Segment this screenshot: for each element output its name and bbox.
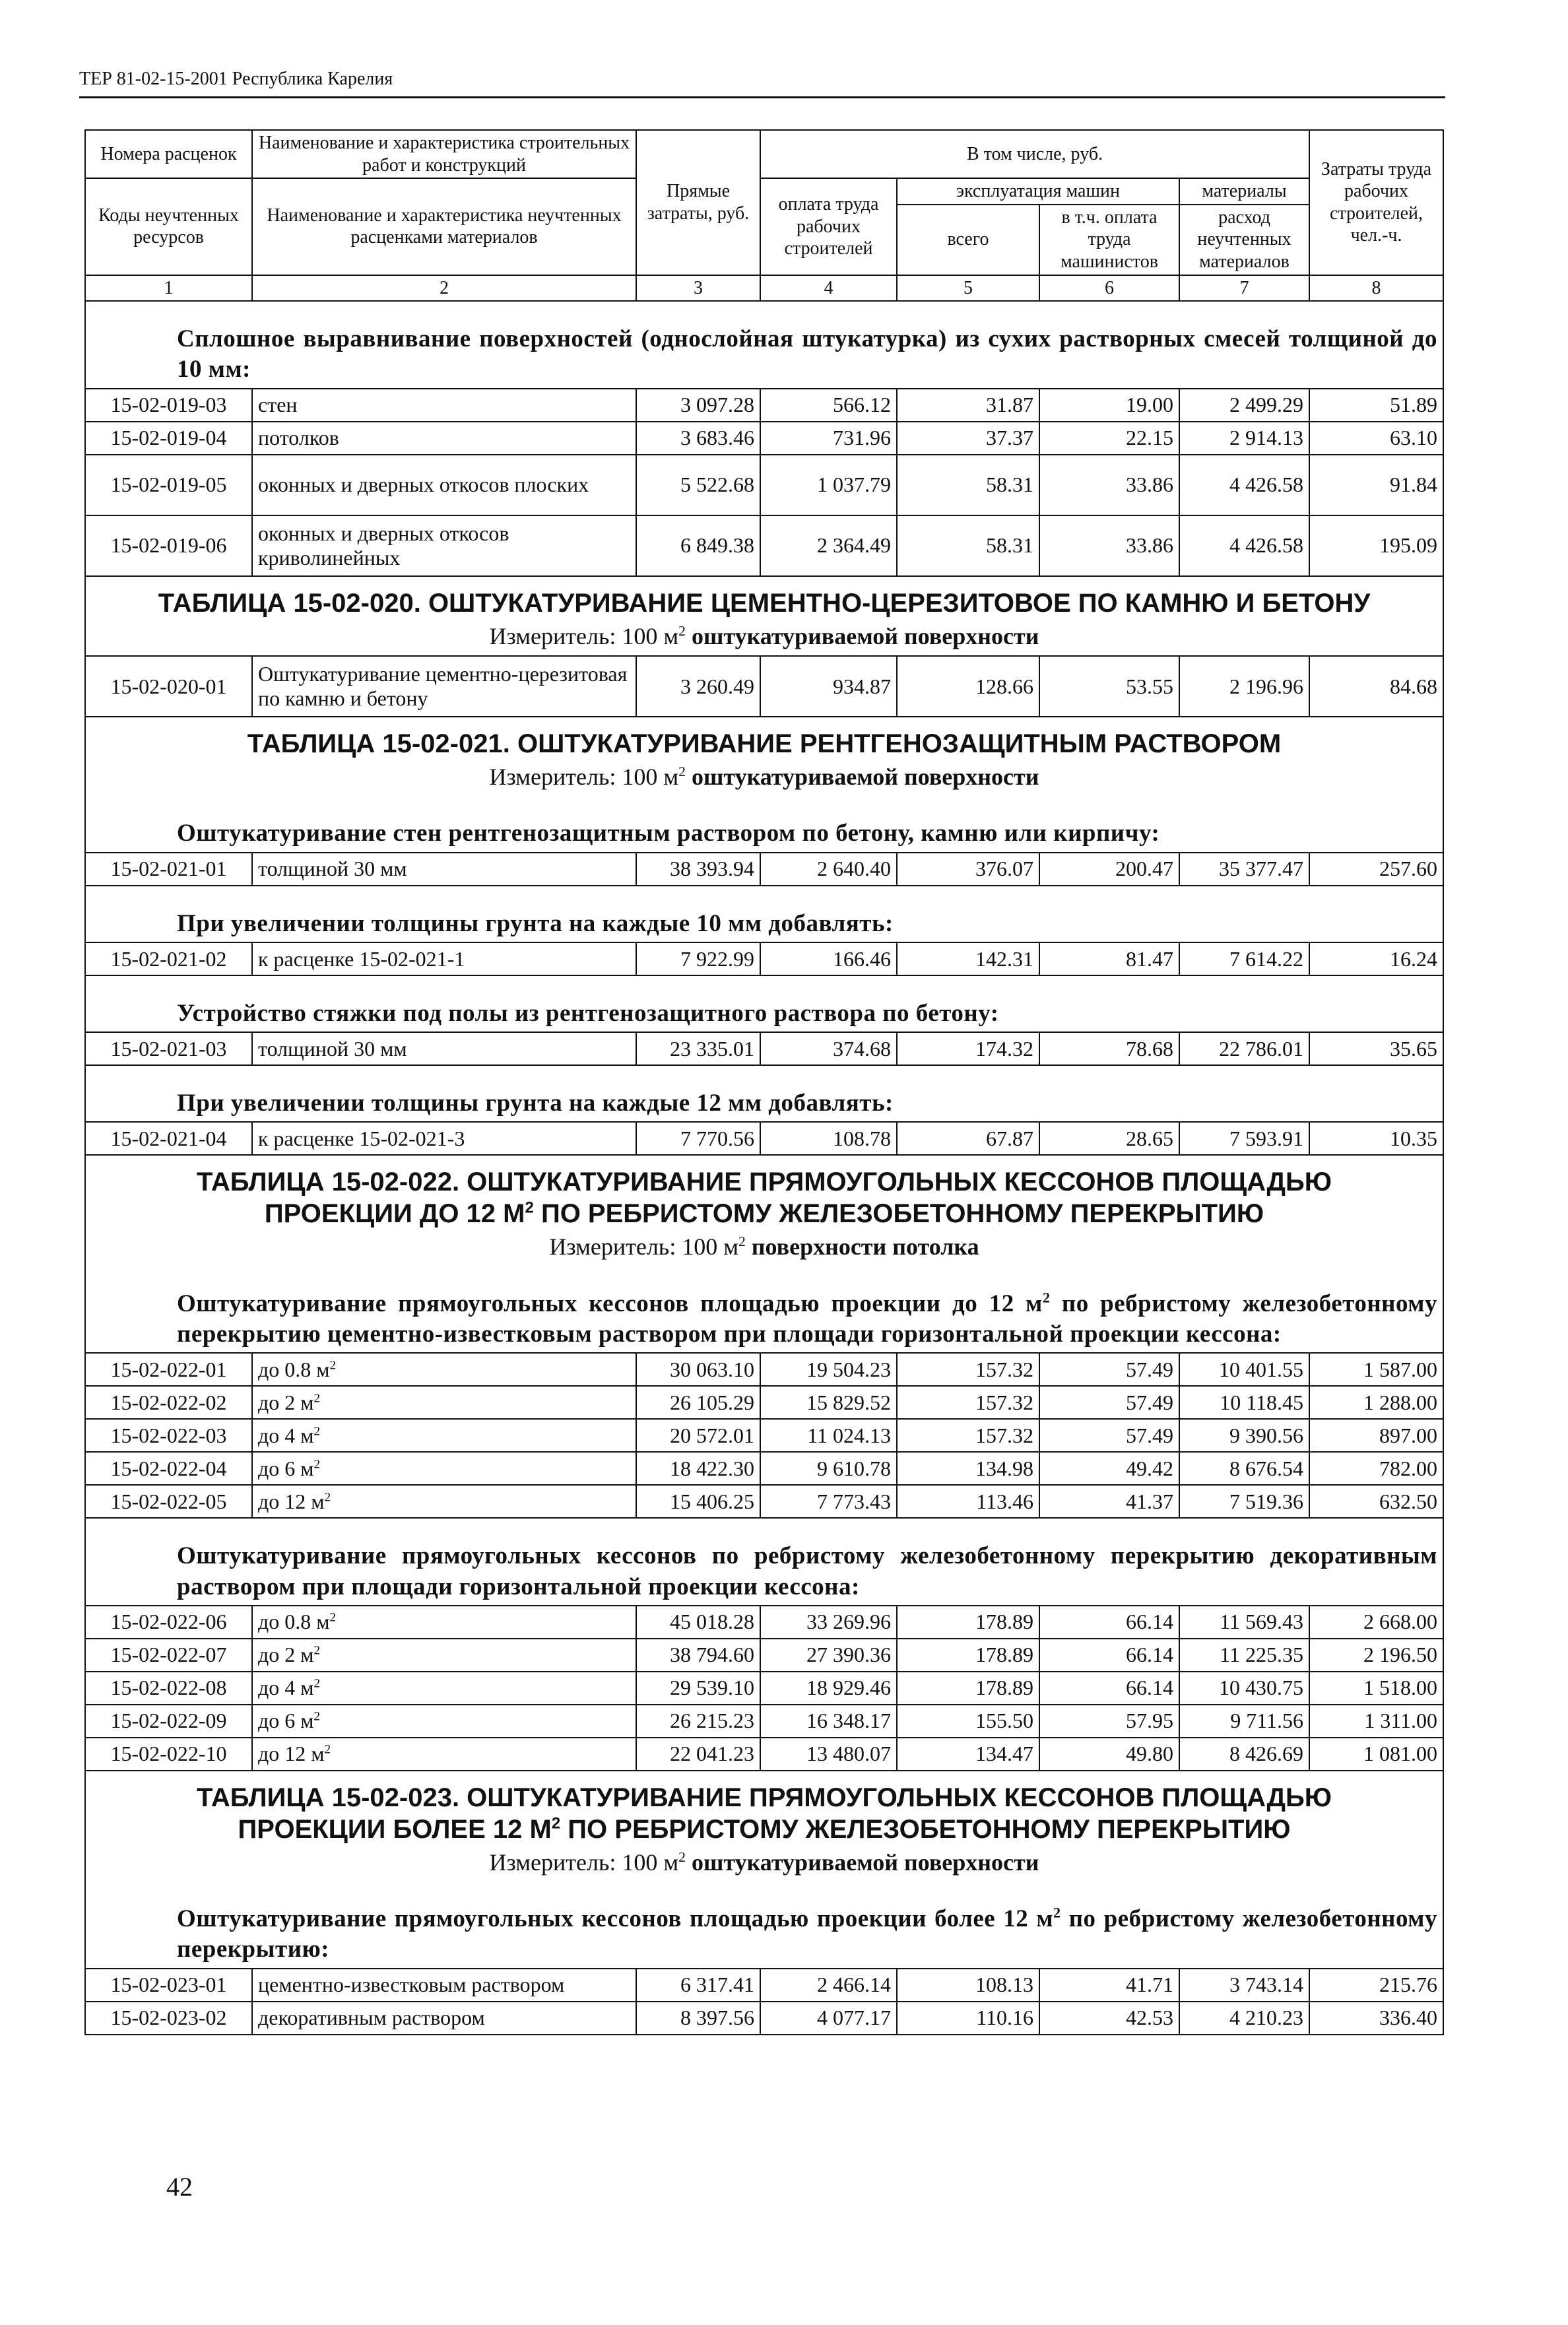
machines-total: 178.89	[897, 1639, 1039, 1672]
section-sup: 2	[1053, 1904, 1061, 1921]
table-row	[85, 942, 1443, 975]
machines-wages: 200.47	[1039, 853, 1179, 886]
direct-costs: 45 018.28	[636, 1606, 760, 1639]
direct-costs: 6 849.38	[636, 515, 760, 576]
labor: 10.35	[1309, 1122, 1443, 1155]
materials: 10 401.55	[1179, 1353, 1309, 1386]
wages: 4 077.17	[760, 2002, 897, 2035]
table-title-020: ТАБЛИЦА 15-02-020. ОШТУКАТУРИВАНИЕ ЦЕМЕНТНО-ЦЕРЕЗИТОВОЕ ПО КАМНЮ И БЕТОНУ	[85, 576, 1443, 619]
rate-name-text: до 0.8 м	[258, 1610, 330, 1634]
rate-name: толщиной 30 мм	[252, 853, 636, 886]
rate-name: оконных и дверных откосов плоских	[252, 455, 636, 515]
table-row	[85, 1032, 1443, 1065]
table-row	[85, 515, 1443, 576]
labor: 91.84	[1309, 455, 1443, 515]
rate-code: 15-02-019-03	[85, 389, 252, 422]
direct-costs: 5 522.68	[636, 455, 760, 515]
rate-code: 15-02-022-02	[85, 1386, 252, 1419]
machines-wages: 57.49	[1039, 1419, 1179, 1452]
machines-wages: 57.49	[1039, 1353, 1179, 1386]
labor: 336.40	[1309, 2002, 1443, 2035]
col-number: 4	[760, 275, 897, 302]
rate-code: 15-02-022-10	[85, 1738, 252, 1771]
machines-total: 376.07	[897, 853, 1039, 886]
materials: 4 426.58	[1179, 455, 1309, 515]
labor: 215.76	[1309, 1969, 1443, 2002]
labor: 632.50	[1309, 1485, 1443, 1518]
machines-total: 58.31	[897, 515, 1039, 576]
materials: 35 377.47	[1179, 853, 1309, 886]
header-materials-sub: расход неучтенных материалов	[1179, 205, 1309, 275]
rate-name: толщиной 30 мм	[252, 1032, 636, 1065]
direct-costs: 38 393.94	[636, 853, 760, 886]
measure-021	[85, 760, 1443, 796]
title-sup: 2	[551, 1814, 561, 1833]
machines-wages: 33.86	[1039, 455, 1179, 515]
col-number: 2	[252, 275, 636, 302]
direct-costs: 20 572.01	[636, 1419, 760, 1452]
measure-rest: оштукатуриваемой поверхности	[685, 1849, 1039, 1876]
header-labor: Затраты труда рабочих строителей, чел.-ч.	[1309, 130, 1443, 275]
rate-code: 15-02-022-04	[85, 1452, 252, 1485]
col-number: 7	[1179, 275, 1309, 302]
materials: 2 499.29	[1179, 389, 1309, 422]
rate-code: 15-02-023-02	[85, 2002, 252, 2035]
rate-name	[252, 1419, 636, 1452]
header-wages: оплата труда рабочих строителей	[760, 178, 897, 275]
measure-rest: оштукатуриваемой поверхности	[685, 622, 1039, 649]
measure-023	[85, 1845, 1443, 1882]
labor: 897.00	[1309, 1419, 1443, 1452]
measure-sup: 2	[678, 1849, 686, 1865]
machines-wages: 57.49	[1039, 1386, 1179, 1419]
measure-rest: оштукатуриваемой поверхности	[685, 764, 1039, 791]
header-col1-top: Номера расценок	[85, 130, 252, 178]
table-row	[85, 656, 1443, 717]
section-text: Оштукатуривание прямоугольных кессонов площадью проекции до 12 м	[177, 1290, 1043, 1317]
title-main: ТАБЛИЦА 15-02-022. ОШТУКАТУРИВАНИЕ ПРЯМОУГОЛЬНЫХ КЕССОНОВ ПЛОЩАДЬЮ ПРОЕКЦИИ ДО 12 М	[196, 1167, 1332, 1229]
materials: 9 390.56	[1179, 1419, 1309, 1452]
table-row	[85, 455, 1443, 515]
rate-name-text: до 2 м	[258, 1643, 314, 1667]
machines-total: 37.37	[897, 422, 1039, 455]
rate-name-text: до 6 м	[258, 1456, 314, 1480]
title-rest: ПО РЕБРИСТОМУ ЖЕЛЕЗОБЕТОННОМУ ПЕРЕКРЫТИЮ	[533, 1199, 1264, 1229]
materials: 11 225.35	[1179, 1639, 1309, 1672]
measure-020	[85, 619, 1443, 656]
materials: 7 519.36	[1179, 1485, 1309, 1518]
labor: 16.24	[1309, 942, 1443, 975]
labor: 35.65	[1309, 1032, 1443, 1065]
section-text: по ребристому железобетонному перекрытию цементно-известковым раствором при площади горизонтальной проекции кессона:	[177, 1290, 1438, 1348]
rate-name-text: до 0.8 м	[258, 1357, 330, 1381]
materials: 10 430.75	[1179, 1672, 1309, 1705]
rate-name: цементно-известковым раствором	[252, 1969, 636, 2002]
materials: 3 743.14	[1179, 1969, 1309, 2002]
header-col1-bottom: Коды неучтенных ресурсов	[85, 178, 252, 275]
rate-code: 15-02-019-05	[85, 455, 252, 515]
machines-total: 142.31	[897, 942, 1039, 975]
machines-total: 178.89	[897, 1672, 1039, 1705]
direct-costs: 7 922.99	[636, 942, 760, 975]
materials: 11 569.43	[1179, 1606, 1309, 1639]
materials: 8 676.54	[1179, 1452, 1309, 1485]
section-sup: 2	[1042, 1289, 1051, 1306]
machines-total: 108.13	[897, 1969, 1039, 2002]
direct-costs: 29 539.10	[636, 1672, 760, 1705]
materials: 22 786.01	[1179, 1032, 1309, 1065]
machines-total: 157.32	[897, 1419, 1039, 1452]
rate-code: 15-02-019-04	[85, 422, 252, 455]
section-text: Оштукатуривание прямоугольных кессонов площадью проекции более 12 м	[177, 1905, 1054, 1933]
direct-costs: 7 770.56	[636, 1122, 760, 1155]
wages: 1 037.79	[760, 455, 897, 515]
labor: 1 288.00	[1309, 1386, 1443, 1419]
unit-sup: 2	[329, 1610, 337, 1625]
direct-costs: 22 041.23	[636, 1738, 760, 1771]
section-title-021-4: При увеличении толщины грунта на каждые 12 мм добавлять:	[85, 1065, 1443, 1122]
direct-costs: 18 422.30	[636, 1452, 760, 1485]
rate-name: к расценке 15-02-021-3	[252, 1122, 636, 1155]
materials: 10 118.45	[1179, 1386, 1309, 1419]
header-col2-bottom: Наименование и характеристика неучтенных расценками материалов	[252, 178, 636, 275]
direct-costs: 23 335.01	[636, 1032, 760, 1065]
unit-sup: 2	[313, 1424, 321, 1439]
section-title-022-1	[85, 1266, 1443, 1354]
wages: 13 480.07	[760, 1738, 897, 1771]
table-row	[85, 422, 1443, 455]
rate-code: 15-02-022-06	[85, 1606, 252, 1639]
wages: 934.87	[760, 656, 897, 717]
header-machines-wages: в т.ч. оплата труда машинистов	[1039, 205, 1179, 275]
col-number: 8	[1309, 275, 1443, 302]
measure-sup: 2	[678, 764, 686, 780]
machines-total: 174.32	[897, 1032, 1039, 1065]
direct-costs: 38 794.60	[636, 1639, 760, 1672]
measure-prefix: Измеритель: 100 м	[489, 764, 679, 791]
unit-sup: 2	[313, 1457, 321, 1472]
machines-wages: 49.42	[1039, 1452, 1179, 1485]
machines-total: 134.98	[897, 1452, 1039, 1485]
labor: 1 587.00	[1309, 1353, 1443, 1386]
wages: 108.78	[760, 1122, 897, 1155]
machines-wages: 66.14	[1039, 1639, 1179, 1672]
labor: 1 081.00	[1309, 1738, 1443, 1771]
labor: 1 518.00	[1309, 1672, 1443, 1705]
table-row	[85, 1452, 1443, 1485]
rate-name-text: до 6 м	[258, 1709, 314, 1733]
table-title-023	[85, 1771, 1443, 1845]
rate-name-text: до 12 м	[258, 1742, 325, 1766]
col-number: 3	[636, 275, 760, 302]
wages: 7 773.43	[760, 1485, 897, 1518]
machines-total: 67.87	[897, 1122, 1039, 1155]
wages: 566.12	[760, 389, 897, 422]
wages: 166.46	[760, 942, 897, 975]
rate-code: 15-02-023-01	[85, 1969, 252, 2002]
wages: 33 269.96	[760, 1606, 897, 1639]
machines-wages: 28.65	[1039, 1122, 1179, 1155]
table-title-022	[85, 1155, 1443, 1229]
page-header: ТЕР 81-02-15-2001 Республика Карелия	[79, 69, 1445, 98]
direct-costs: 15 406.25	[636, 1485, 760, 1518]
machines-total: 157.32	[897, 1353, 1039, 1386]
labor: 2 668.00	[1309, 1606, 1443, 1639]
table-row	[85, 1353, 1443, 1386]
direct-costs: 6 317.41	[636, 1969, 760, 2002]
rate-code: 15-02-021-02	[85, 942, 252, 975]
col-number: 5	[897, 275, 1039, 302]
labor: 257.60	[1309, 853, 1443, 886]
table-row	[85, 1672, 1443, 1705]
labor: 51.89	[1309, 389, 1443, 422]
machines-total: 157.32	[897, 1386, 1039, 1419]
col-number: 1	[85, 275, 252, 302]
materials: 9 711.56	[1179, 1705, 1309, 1738]
measure-sup: 2	[678, 622, 686, 639]
materials: 7 614.22	[1179, 942, 1309, 975]
wages: 2 640.40	[760, 853, 897, 886]
wages: 19 504.23	[760, 1353, 897, 1386]
section-title-022-2: Оштукатуривание прямоугольных кессонов по ребристому железобетонному перекрытию декоративным раствором при площади горизонтальной проекции кессона:	[85, 1518, 1443, 1606]
machines-wages: 41.37	[1039, 1485, 1179, 1518]
rate-name	[252, 1738, 636, 1771]
labor: 63.10	[1309, 422, 1443, 455]
section-title-021-1: Оштукатуривание стен рентгенозащитным раствором по бетону, камню или кирпичу:	[85, 796, 1443, 852]
wages: 2 364.49	[760, 515, 897, 576]
machines-total: 110.16	[897, 2002, 1039, 2035]
title-rest: ПО РЕБРИСТОМУ ЖЕЛЕЗОБЕТОННОМУ ПЕРЕКРЫТИЮ	[560, 1814, 1291, 1844]
rate-code: 15-02-022-01	[85, 1353, 252, 1386]
section-title-019: Сплошное выравнивание поверхностей (однослойная штукатурка) из сухих растворных смесей толщиной до 10 мм:	[85, 301, 1443, 389]
rate-name-text: до 4 м	[258, 1676, 314, 1700]
section-title-023-1	[85, 1882, 1443, 1969]
page-number: 42	[166, 2172, 193, 2202]
table-row	[85, 2002, 1443, 2035]
machines-total: 178.89	[897, 1606, 1039, 1639]
rate-name	[252, 1606, 636, 1639]
measure-prefix: Измеритель: 100 м	[489, 1849, 679, 1876]
rate-name-text: до 4 м	[258, 1423, 314, 1447]
rate-name	[252, 1639, 636, 1672]
direct-costs: 26 105.29	[636, 1386, 760, 1419]
direct-costs: 3 097.28	[636, 389, 760, 422]
header-col2-top: Наименование и характеристика строительных работ и конструкций	[252, 130, 636, 178]
machines-wages: 49.80	[1039, 1738, 1179, 1771]
table-row	[85, 853, 1443, 886]
machines-wages: 57.95	[1039, 1705, 1179, 1738]
materials: 8 426.69	[1179, 1738, 1309, 1771]
rate-code: 15-02-022-07	[85, 1639, 252, 1672]
table-row	[85, 1705, 1443, 1738]
rate-name	[252, 1485, 636, 1518]
measure-rest: поверхности потолка	[745, 1233, 979, 1261]
unit-sup: 2	[313, 1709, 321, 1724]
rate-name	[252, 1386, 636, 1419]
table-row	[85, 1606, 1443, 1639]
measure-sup: 2	[738, 1233, 746, 1250]
unit-sup: 2	[313, 1676, 321, 1691]
machines-total: 58.31	[897, 455, 1039, 515]
rates-document	[84, 129, 1443, 2035]
labor: 195.09	[1309, 515, 1443, 576]
unit-sup: 2	[313, 1643, 321, 1658]
wages: 16 348.17	[760, 1705, 897, 1738]
machines-wages: 66.14	[1039, 1672, 1179, 1705]
unit-sup: 2	[313, 1391, 321, 1406]
labor: 782.00	[1309, 1452, 1443, 1485]
unit-sup: 2	[324, 1742, 331, 1757]
rate-code: 15-02-022-03	[85, 1419, 252, 1452]
direct-costs: 3 260.49	[636, 656, 760, 717]
machines-total: 155.50	[897, 1705, 1039, 1738]
rate-name-text: до 12 м	[258, 1489, 325, 1513]
table-row	[85, 1419, 1443, 1452]
labor: 2 196.50	[1309, 1639, 1443, 1672]
rate-code: 15-02-021-03	[85, 1032, 252, 1065]
header-group: В том числе, руб.	[760, 130, 1309, 178]
labor: 84.68	[1309, 656, 1443, 717]
machines-total: 113.46	[897, 1485, 1039, 1518]
table-row	[85, 1122, 1443, 1155]
direct-costs: 3 683.46	[636, 422, 760, 455]
materials: 2 196.96	[1179, 656, 1309, 717]
wages: 11 024.13	[760, 1419, 897, 1452]
wages: 9 610.78	[760, 1452, 897, 1485]
header-machines: эксплуатация машин	[897, 178, 1179, 205]
rate-code: 15-02-019-06	[85, 515, 252, 576]
col-number: 6	[1039, 275, 1179, 302]
machines-wages: 81.47	[1039, 942, 1179, 975]
machines-total: 134.47	[897, 1738, 1039, 1771]
machines-wages: 53.55	[1039, 656, 1179, 717]
wages: 374.68	[760, 1032, 897, 1065]
rate-code: 15-02-021-04	[85, 1122, 252, 1155]
table-row	[85, 389, 1443, 422]
materials: 2 914.13	[1179, 422, 1309, 455]
rate-name-text: до 2 м	[258, 1390, 314, 1414]
rate-code: 15-02-020-01	[85, 656, 252, 717]
table-row	[85, 1639, 1443, 1672]
machines-wages: 33.86	[1039, 515, 1179, 576]
table-row	[85, 1738, 1443, 1771]
machines-total: 128.66	[897, 656, 1039, 717]
direct-costs: 8 397.56	[636, 2002, 760, 2035]
header-materials: материалы	[1179, 178, 1309, 205]
unit-sup: 2	[329, 1358, 337, 1373]
wages: 2 466.14	[760, 1969, 897, 2002]
rate-code: 15-02-022-09	[85, 1705, 252, 1738]
header-direct-costs: Прямые затраты, руб.	[636, 130, 760, 275]
wages: 18 929.46	[760, 1672, 897, 1705]
unit-sup: 2	[324, 1490, 331, 1505]
table-row	[85, 1485, 1443, 1518]
materials: 7 593.91	[1179, 1122, 1309, 1155]
machines-total: 31.87	[897, 389, 1039, 422]
title-sup: 2	[525, 1199, 534, 1218]
table-header	[85, 130, 1443, 301]
rate-name: стен	[252, 389, 636, 422]
section-title-021-3: Устройство стяжки под полы из рентгенозащитного раствора по бетону:	[85, 975, 1443, 1032]
rate-name: к расценке 15-02-021-1	[252, 942, 636, 975]
direct-costs: 26 215.23	[636, 1705, 760, 1738]
header-machines-total: всего	[897, 205, 1039, 275]
wages: 731.96	[760, 422, 897, 455]
section-title-021-2: При увеличении толщины грунта на каждые 10 мм добавлять:	[85, 886, 1443, 942]
rate-name: оконных и дверных откосов криволинейных	[252, 515, 636, 576]
rate-code: 15-02-021-01	[85, 853, 252, 886]
rate-code: 15-02-022-05	[85, 1485, 252, 1518]
table-title-021: ТАБЛИЦА 15-02-021. ОШТУКАТУРИВАНИЕ РЕНТГЕНОЗАЩИТНЫМ РАСТВОРОМ	[85, 717, 1443, 760]
machines-wages: 41.71	[1039, 1969, 1179, 2002]
machines-wages: 42.53	[1039, 2002, 1179, 2035]
table-row	[85, 1386, 1443, 1419]
rate-name: декоративным раствором	[252, 2002, 636, 2035]
rate-name	[252, 1452, 636, 1485]
rate-name: Оштукатуривание цементно-церезитовая по камню и бетону	[252, 656, 636, 717]
rate-name	[252, 1672, 636, 1705]
materials: 4 426.58	[1179, 515, 1309, 576]
title-main: ТАБЛИЦА 15-02-023. ОШТУКАТУРИВАНИЕ ПРЯМОУГОЛЬНЫХ КЕССОНОВ ПЛОЩАДЬЮ ПРОЕКЦИИ БОЛЕЕ 12 М	[196, 1783, 1332, 1844]
rates-table	[84, 129, 1444, 2035]
section-text: по ребристому железобетонному перекрытию:	[177, 1905, 1438, 1963]
rate-name: потолков	[252, 422, 636, 455]
measure-prefix: Измеритель: 100 м	[489, 622, 679, 649]
machines-wages: 66.14	[1039, 1606, 1179, 1639]
machines-wages: 22.15	[1039, 422, 1179, 455]
wages: 27 390.36	[760, 1639, 897, 1672]
measure-022	[85, 1229, 1443, 1266]
rate-name	[252, 1353, 636, 1386]
materials: 4 210.23	[1179, 2002, 1309, 2035]
rate-name	[252, 1705, 636, 1738]
machines-wages: 78.68	[1039, 1032, 1179, 1065]
table-row	[85, 1969, 1443, 2002]
wages: 15 829.52	[760, 1386, 897, 1419]
measure-prefix: Измеритель: 100 м	[549, 1233, 738, 1261]
direct-costs: 30 063.10	[636, 1353, 760, 1386]
rate-code: 15-02-022-08	[85, 1672, 252, 1705]
labor: 1 311.00	[1309, 1705, 1443, 1738]
machines-wages: 19.00	[1039, 389, 1179, 422]
